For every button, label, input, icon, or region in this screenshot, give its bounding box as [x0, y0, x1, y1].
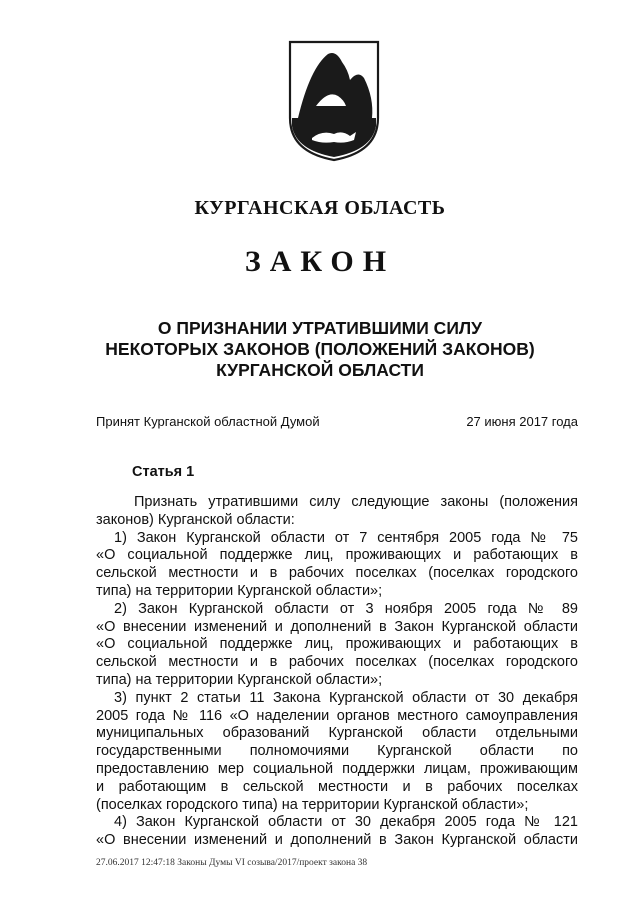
text-line: «О внесении изменений и дополнений в Закон Курганской области	[96, 618, 578, 635]
text-line: 2005 года № 116 «О наделении органов местного самоуправления	[96, 707, 578, 724]
text-line: и работающим в сельской местности и в рабочих поселках	[96, 778, 578, 795]
text-line: (поселках городского типа) на территории Курганской области»;	[96, 796, 529, 813]
text-line: «О внесении изменений и дополнений в Закон Курганской области	[96, 832, 578, 849]
text-line: сельской местности и в рабочих поселках (поселках городского	[96, 565, 578, 582]
coat-of-arms-icon	[288, 40, 380, 162]
document-type: ЗАКОН	[244, 245, 396, 278]
adoption-date: 27 июня 2017 года	[466, 414, 578, 429]
text-line: «О социальной поддержке лиц, проживающих и работающих в	[96, 547, 578, 564]
text-line: сельской местности и в рабочих поселках (поселках городского	[96, 654, 578, 671]
text-line: предоставлению мер социальной поддержки лицам, проживающим	[96, 760, 578, 777]
footer-path: 27.06.2017 12:47:18 Законы Думы VI созыва/2017/проект закона 38	[96, 858, 368, 868]
text-line: законов) Курганской области:	[96, 511, 295, 528]
law-title-line: НЕКОТОРЫХ ЗАКОНОВ (ПОЛОЖЕНИЙ ЗАКОНОВ)	[105, 339, 535, 359]
law-title	[60, 318, 580, 381]
law-title-line: О ПРИЗНАНИИ УТРАТИВШИМИ СИЛУ	[157, 318, 483, 338]
text-line: типа) на территории Курганской области»;	[96, 582, 383, 599]
text-line: 1) Закон Курганской области от 7 сентября 2005 года № 75	[114, 529, 578, 546]
article-heading: Статья 1	[132, 464, 195, 480]
text-line: типа) на территории Курганской области»;	[96, 671, 383, 688]
text-line: «О социальной поддержке лиц, проживающих и работающих в	[96, 636, 578, 653]
text-line: 3) пункт 2 статьи 11 Закона Курганской области от 30 декабря	[114, 689, 578, 706]
text-line: государственными полномочиями Курганской области по	[96, 743, 578, 760]
region-name: КУРГАНСКАЯ ОБЛАСТЬ	[194, 197, 446, 219]
text-line: 2) Закон Курганской области от 3 ноября 2005 года № 89	[114, 600, 578, 617]
text-line: муниципальных образований Курганской области отдельными	[96, 725, 578, 742]
article-body	[96, 494, 578, 850]
text-line: Признать утратившими силу следующие законы (положения	[134, 494, 578, 510]
text-line: 4) Закон Курганской области от 30 декабря 2005 года № 121	[114, 814, 578, 831]
law-title-line: КУРГАНСКОЙ ОБЛАСТИ	[216, 360, 424, 380]
adopted-by: Принят Курганской областной Думой	[96, 414, 320, 429]
